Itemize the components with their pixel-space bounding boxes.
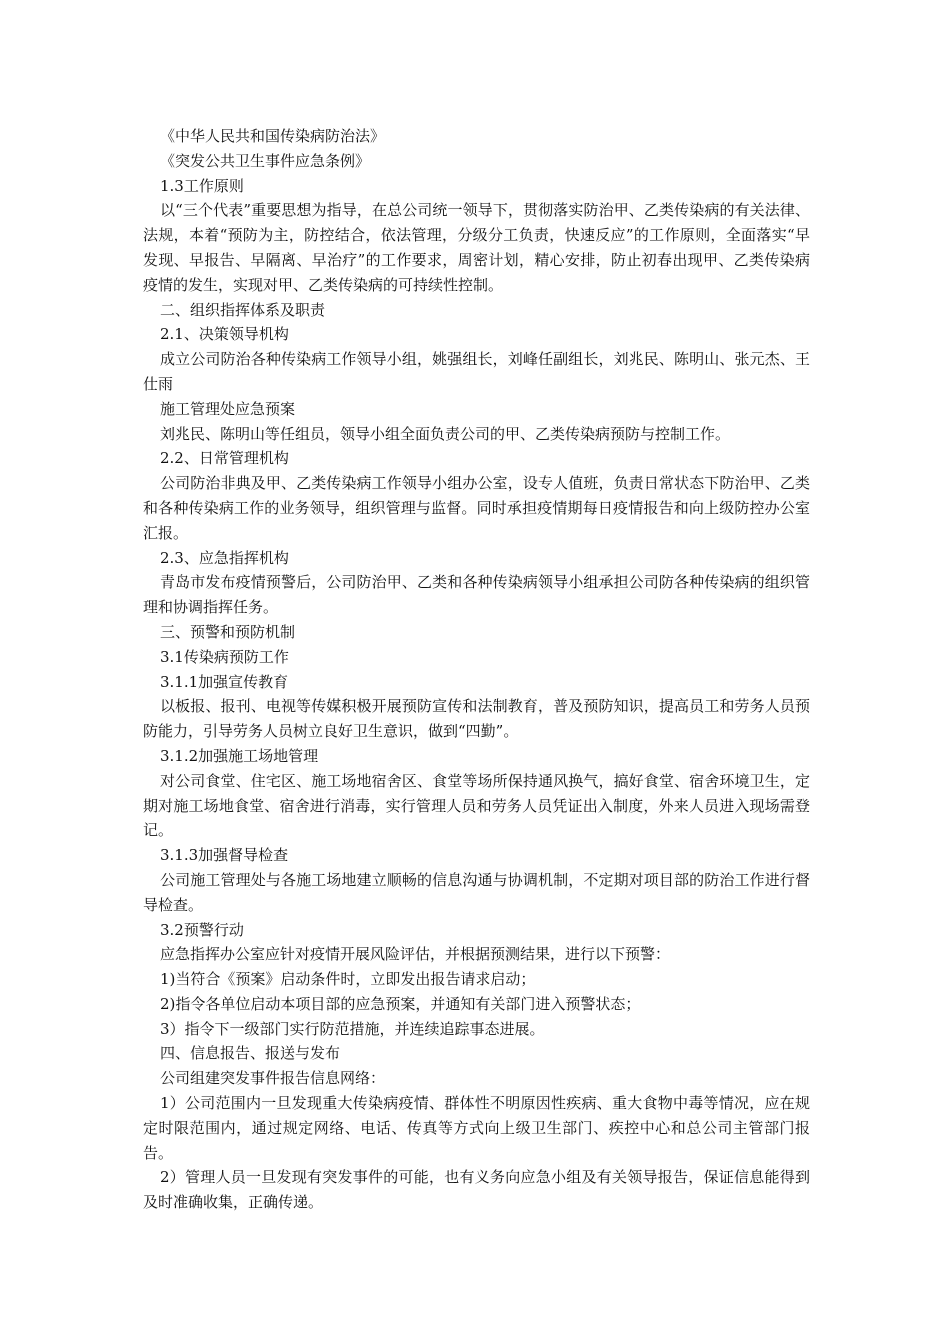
law-reference-1: 《中华人民共和国传染病防治法》: [160, 127, 386, 145]
list-item-warning-3: 3）指令下一级部门实行防范措施，并连续追踪事态进展。: [160, 1019, 545, 1038]
section-heading-1-3: 1.3工作原则: [160, 176, 244, 195]
list-item-report-2: 2）管理人员一旦发现有突发事件的可能，也有义务向应急小组及有关领导报告，保证信息能得到及时准确收集，正确传递。: [143, 1168, 810, 1212]
section-heading-2-1: 2.1、决策领导机构: [160, 325, 289, 344]
paragraph-supervision: 公司施工管理处与各施工场地建立顺畅的信息沟通与协调机制，不定期对项目部的防治工作进行督导检查。: [143, 870, 810, 914]
chapter-heading-4: 四、信息报告、报送与发布: [160, 1044, 341, 1063]
paragraph-site-management: 对公司食堂、住宅区、施工场地宿舍区、食堂等场所保持通风换气，搞好食堂、宿舍环境卫生，定期对施工场地食堂、宿舍进行消毒，实行管理人员和劳务人员凭证出入制度，外来人员进入现场需登记。: [143, 771, 810, 840]
paragraph-publicity-education: 以板报、报刊、电视等传媒积极开展预防宣传和法制教育，普及预防知识，提高员工和劳务人员预防能力，引导劳务人员树立良好卫生意识，做到“四勤”。: [143, 697, 810, 741]
paragraph-work-principles: 以“三个代表”重要思想为指导，在总公司统一领导下，贯彻落实防治甲、乙类传染病的有关法律、法规，本着“预防为主，防控结合，依法管理，分级分工负责，快速反应”的工作原则，全面落实“早发现、早报告、早隔离、早治疗”的工作要求，周密计划，精心安排，防止初春出现甲、乙类传染病疫情的发生，实现对甲、乙类传染病的可持续性控制。: [143, 201, 810, 294]
list-item-warning-2: 2)指令各单位启动本项目部的应急预案，并通知有关部门进入预警状态；: [160, 994, 641, 1013]
paragraph-daily-management: 公司防治非典及甲、乙类传染病工作领导小组办公室，设专人值班，负责日常状态下防治甲、乙类和各种传染病工作的业务领导，组织管理与监督。同时承担疫情期每日疫情报告和向上级防控办公室汇报。: [143, 474, 810, 542]
chapter-heading-2: 二、组织指挥体系及职责: [160, 300, 326, 319]
document-body: [143, 124, 810, 1215]
section-heading-2-2: 2.2、日常管理机构: [160, 449, 289, 468]
section-heading-3-2: 3.2预警行动: [160, 920, 244, 939]
paragraph-emergency-command: 青岛市发布疫情预警后，公司防治甲、乙类和各种传染病领导小组承担公司防各种传染病的组织管理和协调指挥任务。: [143, 573, 810, 617]
list-item-report-1: 1）公司范围内一旦发现重大传染病疫情、群体性不明原因性疾病、重大食物中毒等情况，应在规定时限范围内，通过规定网络、电话、传真等方式向上级卫生部门、疾控中心和总公司主管部门报告。: [143, 1094, 810, 1162]
section-heading-2-3: 2.3、应急指挥机构: [160, 548, 289, 567]
section-heading-3-1-3: 3.1.3加强督导检查: [160, 846, 289, 865]
list-item-warning-1: 1)当符合《预案》启动条件时，立即发出报告请求启动；: [160, 970, 536, 989]
paragraph-decision-leadership: 成立公司防治各种传染病工作领导小组，姚强组长，刘峰任副组长，刘兆民、陈明山、张元杰、王仕雨: [143, 350, 810, 393]
section-heading-3-1: 3.1传染病预防工作: [160, 647, 289, 666]
paragraph-warning-intro: 应急指挥办公室应针对疫情开展风险评估，并根据预测结果，进行以下预警：: [160, 945, 671, 964]
law-reference-2: 《突发公共卫生事件应急条例》: [160, 151, 371, 170]
paragraph-leadership-members: 刘兆民、陈明山等任组员，领导小组全面负责公司的甲、乙类传染病预防与控制工作。: [160, 424, 731, 443]
running-title: 施工管理处应急预案: [160, 399, 296, 418]
paragraph-report-network: 公司组建突发事件报告信息网络：: [160, 1069, 386, 1088]
chapter-heading-3: 三、预警和预防机制: [160, 622, 296, 641]
section-heading-3-1-2: 3.1.2加强施工场地管理: [160, 746, 319, 765]
section-heading-3-1-1: 3.1.1加强宣传教育: [160, 672, 289, 691]
